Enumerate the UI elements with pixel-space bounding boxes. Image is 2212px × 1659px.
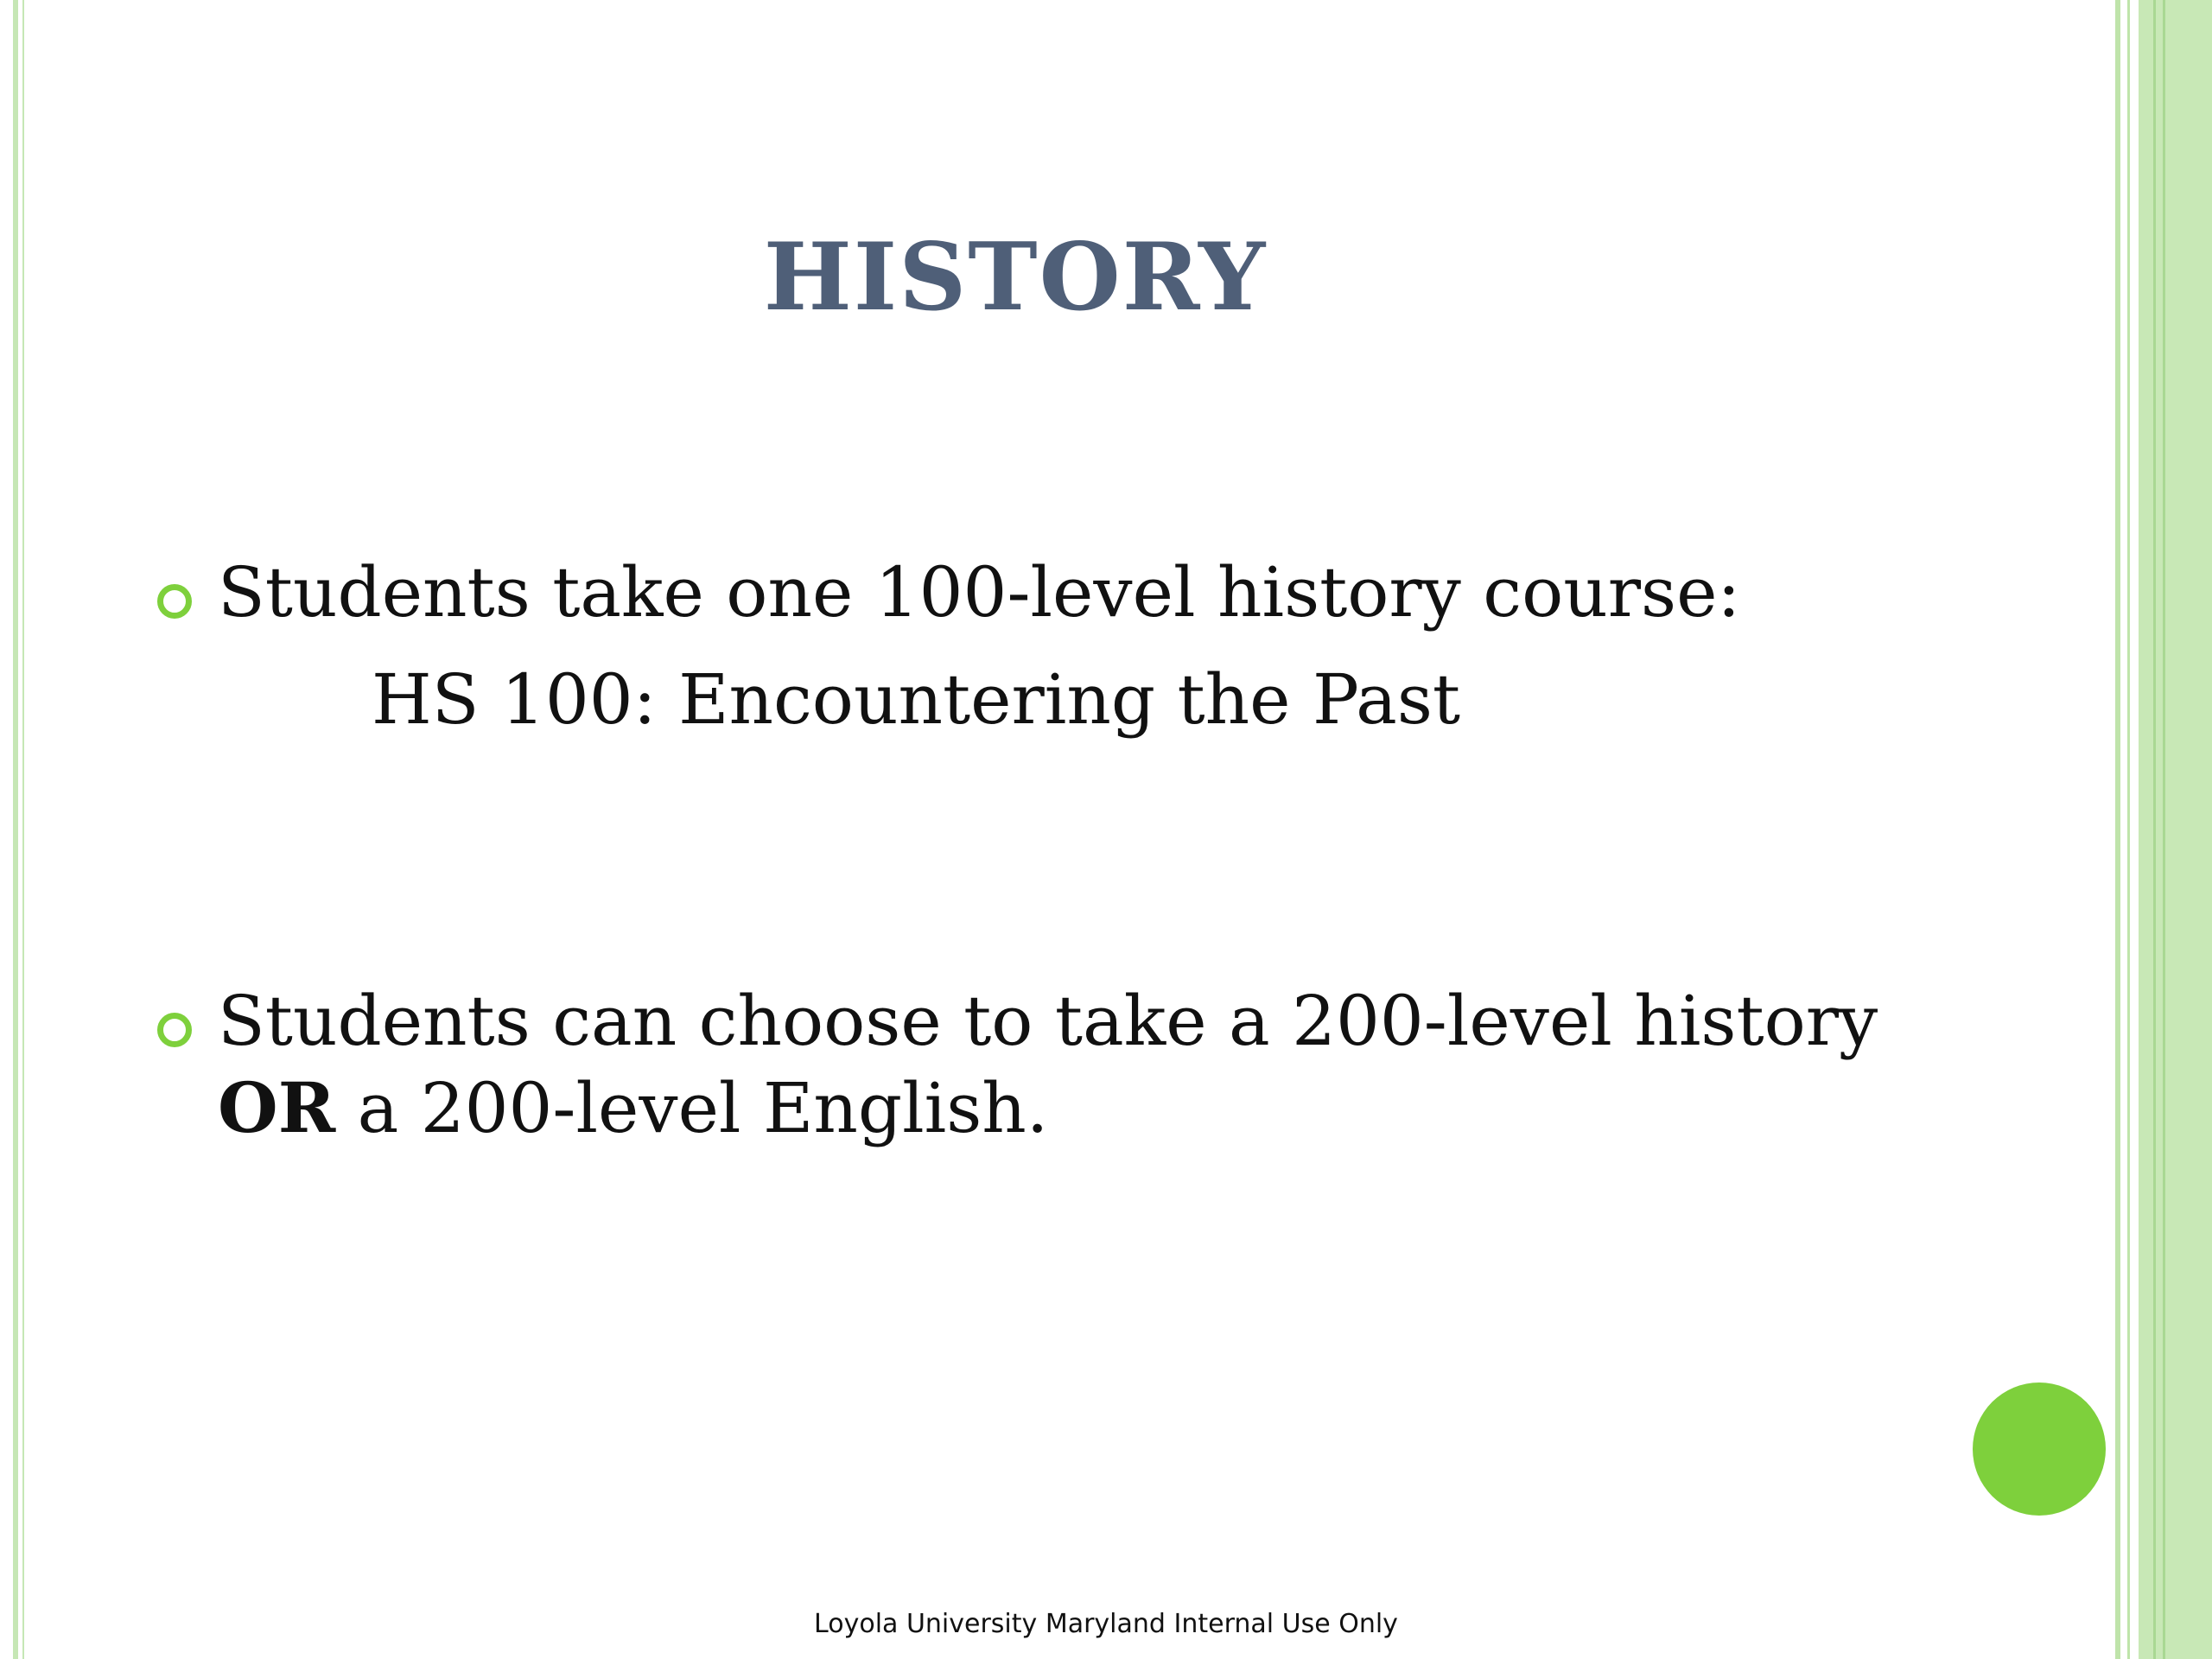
bullet-2-continuation-text: a 200-level English. [335, 1068, 1049, 1148]
right-band-stripe [2163, 0, 2165, 1659]
right-border-band [2139, 0, 2212, 1659]
bullet-icon [154, 581, 192, 619]
right-border-line [2115, 0, 2120, 1659]
slide-title: HISTORY [763, 223, 1268, 332]
right-band-stripe [2153, 0, 2156, 1659]
bullet-2-text: Students can choose to take a 200-level history [218, 981, 1878, 1061]
bullet-1-subtext: HS 100: Encountering the Past [372, 659, 1461, 740]
bullet-icon [154, 1009, 192, 1047]
bullet-2-continuation [218, 1065, 1048, 1152]
slide-footer: Loyola University Maryland Internal Use Only [814, 1609, 1398, 1639]
right-border-line-thin [2127, 0, 2130, 1659]
green-dot-decoration [1973, 1382, 2106, 1516]
bold-or-text: OR [218, 1067, 336, 1148]
bullet-1-text: Students take one 100-level history course: [218, 552, 1741, 632]
